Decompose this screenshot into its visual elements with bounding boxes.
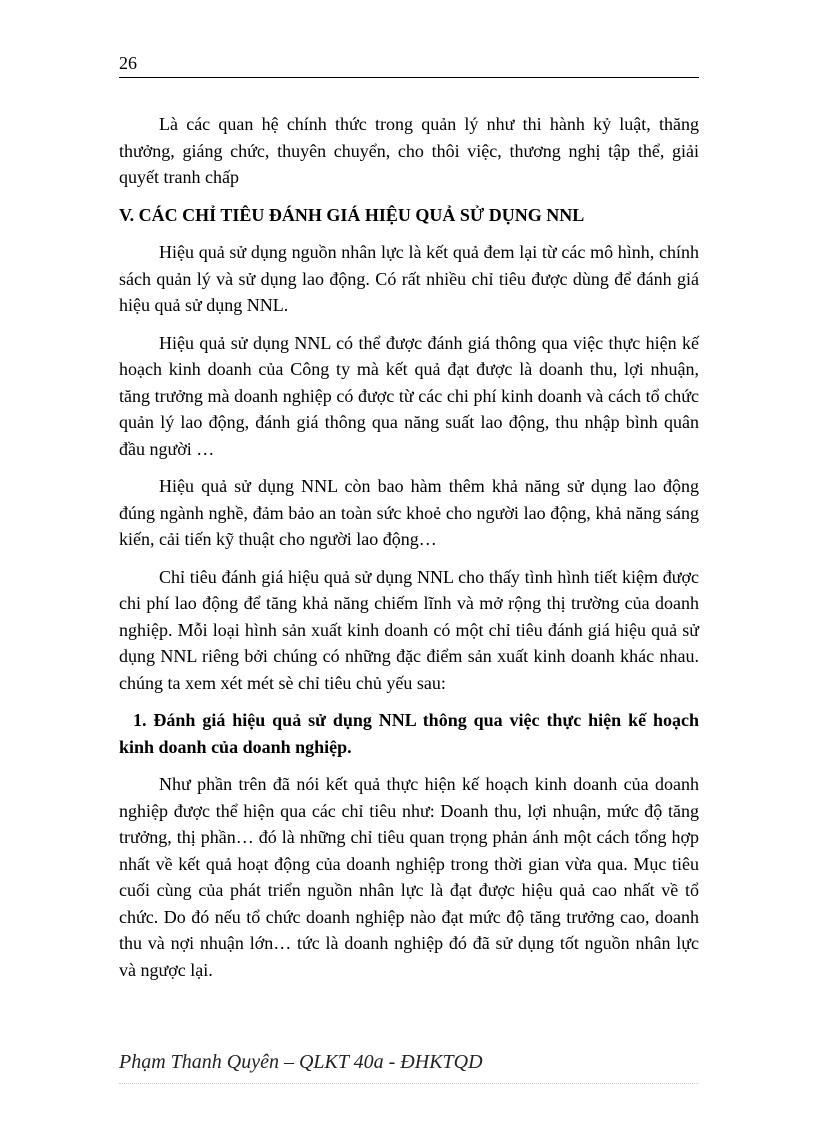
body-paragraph-2: Hiệu quả sử dụng NNL có thể được đánh giá thông qua việc thực hiện kế hoạch kinh doanh của Công ty mà kết quả đạt được là doanh thu, lợi nhuận, tăng trưởng mà doanh nghiệp có được từ các chi phí kinh doanh và cách tổ chức quản lý lao động, đánh giá thông qua năng suất lao động, thu nhập bình quân đầu người … [119,332,699,459]
header-divider [119,77,699,78]
body-paragraph-3: Hiệu quả sử dụng NNL còn bao hàm thêm khả năng sử dụng lao động đúng ngành nghề, đảm bảo an toàn sức khoẻ cho người lao động, khả năng sáng kiến, cải tiến kỹ thuật cho người lao động… [119,476,699,549]
final-paragraph: Như phần trên đã nói kết quả thực hiện kế hoạch kinh doanh của doanh nghiệp được thể hiện qua các chỉ tiêu như: Doanh thu, lợi nhuận, mức độ tăng trưởng, thị phần… đó là những chỉ tiêu quan trọng phản ánh một cách tổng hợp nhất về kết quả hoạt động của doanh nghiệp trong thời gian vừa qua. Mục tiêu cuối cùng của phát triển nguồn nhân lực là đạt được hiệu quả cao nhất về tổ chức. Do đó nếu tổ chức doanh nghiệp nào đạt mức độ tăng trưởng cao, doanh thu và nợi nhuận lớn… tức là doanh nghiệp đó đã sử dụng tốt nguồn nhân lực và ngược lại. [119,774,699,980]
body-paragraph-4: Chỉ tiêu đánh giá hiệu quả sử dụng NNL cho thấy tình hình tiết kiệm được chi phí lao động để tăng khả năng chiếm lĩnh và mở rộng thị trường của doanh nghiệp. Mỗi loại hình sản xuất kinh doanh có một chỉ tiêu đánh giá hiệu quả sử dụng NNL riêng bởi chúng có những đặc điểm sản xuất kinh doanh khác nhau. chúng ta xem xét mét sè chỉ tiêu chủ yếu sau: [119,566,699,693]
section-heading: V. CÁC CHỈ TIÊU ĐÁNH GIÁ HIỆU QUẢ SỬ DỤNG NNL [119,204,585,225]
document-body [119,111,699,994]
subsection-heading: 1. Đánh giá hiệu quả sử dụng NNL thông qua việc thực hiện kế hoạch kinh doanh của doanh nghiệp. [119,710,699,757]
intro-paragraph: Là các quan hệ chính thức trong quản lý như thi hành kỷ luật, thăng thưởng, giáng chức, thuyên chuyển, cho thôi việc, thương nghị tập thể, giải quyết tranh chấp [119,114,699,187]
page-number: 26 [119,53,137,73]
body-paragraph-1: Hiệu quả sử dụng nguồn nhân lực là kết quả đem lại từ các mô hình, chính sách quản lý và sử dụng lao động. Có rất nhiều chỉ tiêu được dùng để đánh giá hiệu quả sử dụng NNL. [119,242,699,315]
footer-divider [119,1083,699,1084]
footer-author-line: Phạm Thanh Quyên – QLKT 40a - ĐHKTQD [119,1051,483,1073]
